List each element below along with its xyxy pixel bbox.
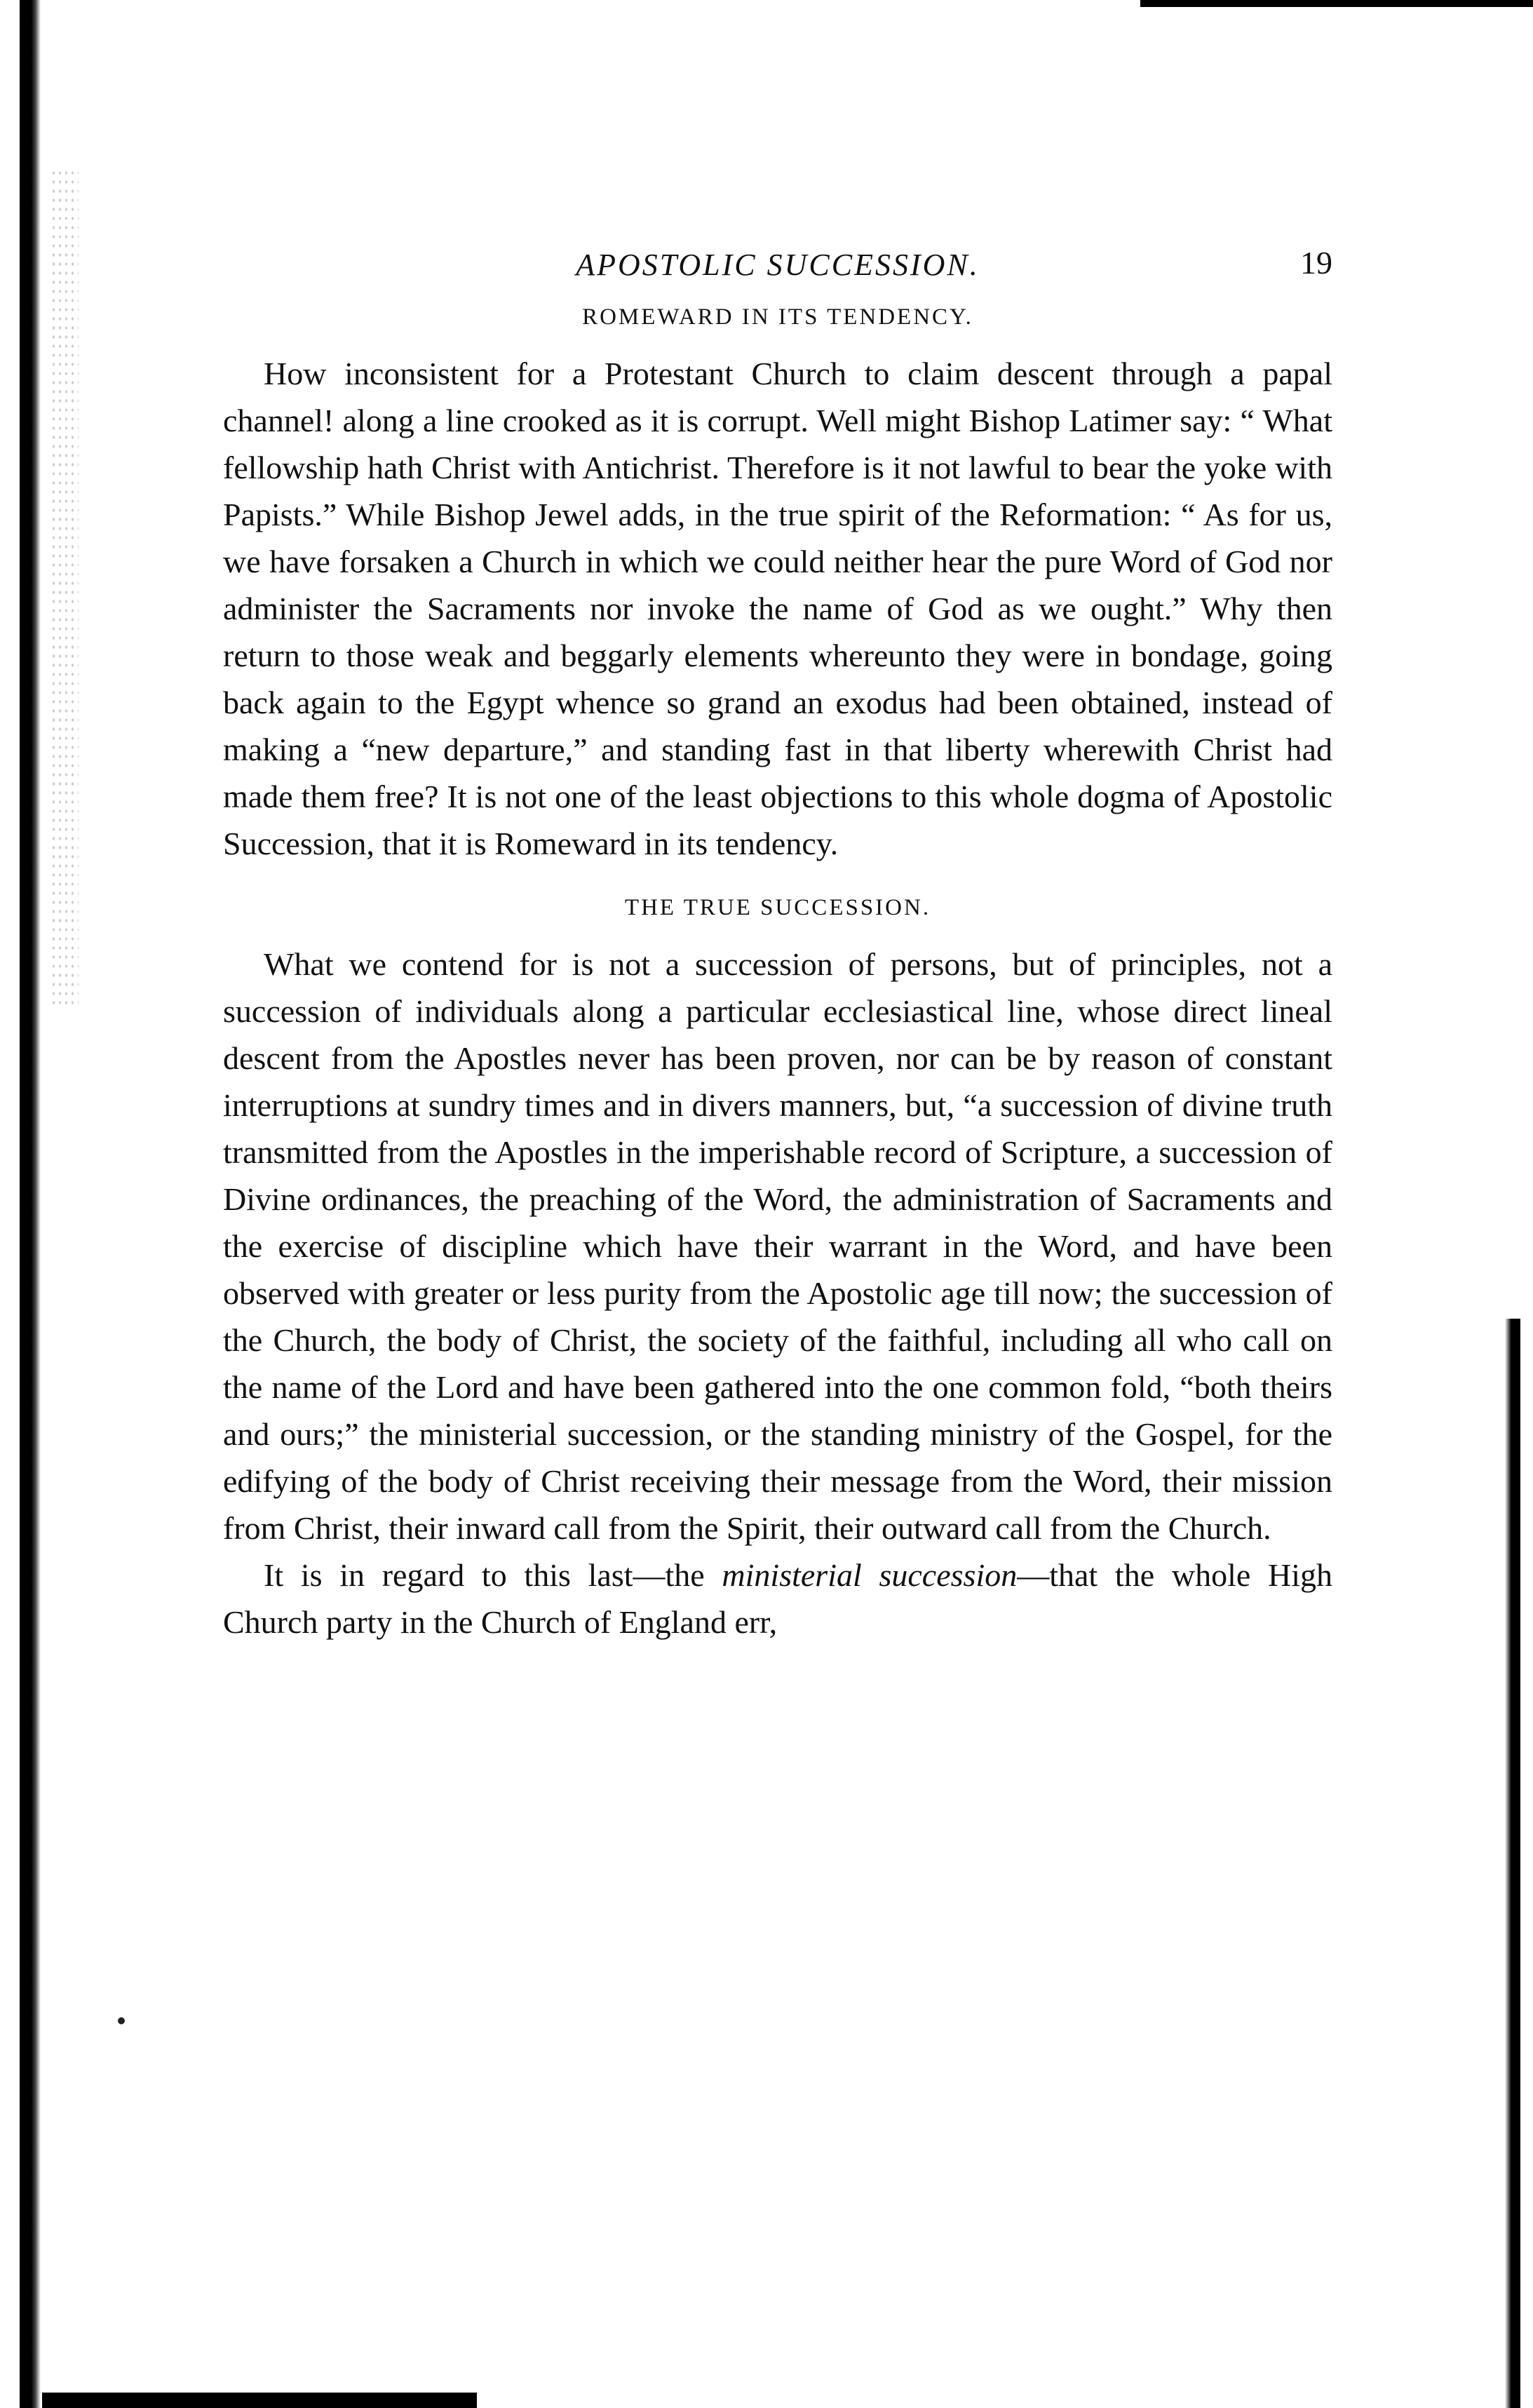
section-heading-true-succession: THE TRUE SUCCESSION. — [624, 895, 931, 920]
scan-noise — [50, 168, 79, 1010]
scan-right-edge — [1505, 1319, 1520, 2408]
scan-top-rule — [1140, 0, 1533, 7]
running-head — [223, 238, 1332, 295]
paragraph-romeward: How inconsistent for a Protestant Church to claim descent through a papal channel! along a line crooked as it is corrupt. Well might Bishop Latimer say: “ What fellowship hath Christ with Antichrist. Therefore is it not lawful to bear the yoke with Papists.” While Bishop Jewel adds, in the true spirit of the Reformation: “ As for us, we have forsaken a Church in which we could neither hear the pure Word of God nor administer the Sacraments nor invoke the name of God as we ought.” Why then return to those weak and beggarly elements whereunto they were in bondage, going back again to the Egypt whence so grand an exodus had been obtained, instead of making a “new departure,” and standing fast in that liberty wherewith Christ had made them free? It is not one of the least objections to this whole dogma of Apostolic Succession, that it is Romeward in its tendency. — [223, 356, 1332, 861]
closing-text-start: It is in regard to this last—the — [264, 1557, 722, 1593]
closing-text-end: —that the whole High Church party in the Church of England err, — [223, 1557, 1332, 1640]
page-content — [223, 238, 1332, 1646]
paragraph-true-succession: What we contend for is not a succession of persons, but of principles, not a succession of individuals along a particular ecclesiastical line, whose direct lineal descent from the Apostles never has been proven, nor can be by reason of constant interruptions at sundry times and in divers manners, but, “a succession of divine truth transmitted from the Apostles in the imperishable record of Scripture, a succession of Divine ordinances, the preaching of the Word, the administration of Sacraments and the exercise of discipline which have their warrant in the Word, and have been observed with greater or less purity from the Apostolic age till now; the succession of the Church, the body of Christ, the society of the faithful, including all who call on the name of the Lord and have been gathered into the one common fold, “both theirs and ours;” the ministerial succession, or the standing ministry of the Gospel, for the edifying of the body of Christ receiving their message from the Word, their mission from Christ, their inward call from the Spirit, their outward call from the Church. — [223, 946, 1332, 1546]
closing-emphasis: ministerial succession — [722, 1557, 1018, 1593]
section-heading-romeward: ROMEWARD IN ITS TENDENCY. — [582, 304, 973, 330]
stray-mark — [118, 2017, 125, 2024]
scan-binding-edge — [20, 0, 41, 2408]
scan-bottom-rule — [42, 2393, 477, 2408]
page-number: 19 — [1300, 245, 1332, 281]
paragraph-closing — [223, 1552, 1332, 1646]
running-title: APOSTOLIC SUCCESSION. — [576, 248, 980, 282]
